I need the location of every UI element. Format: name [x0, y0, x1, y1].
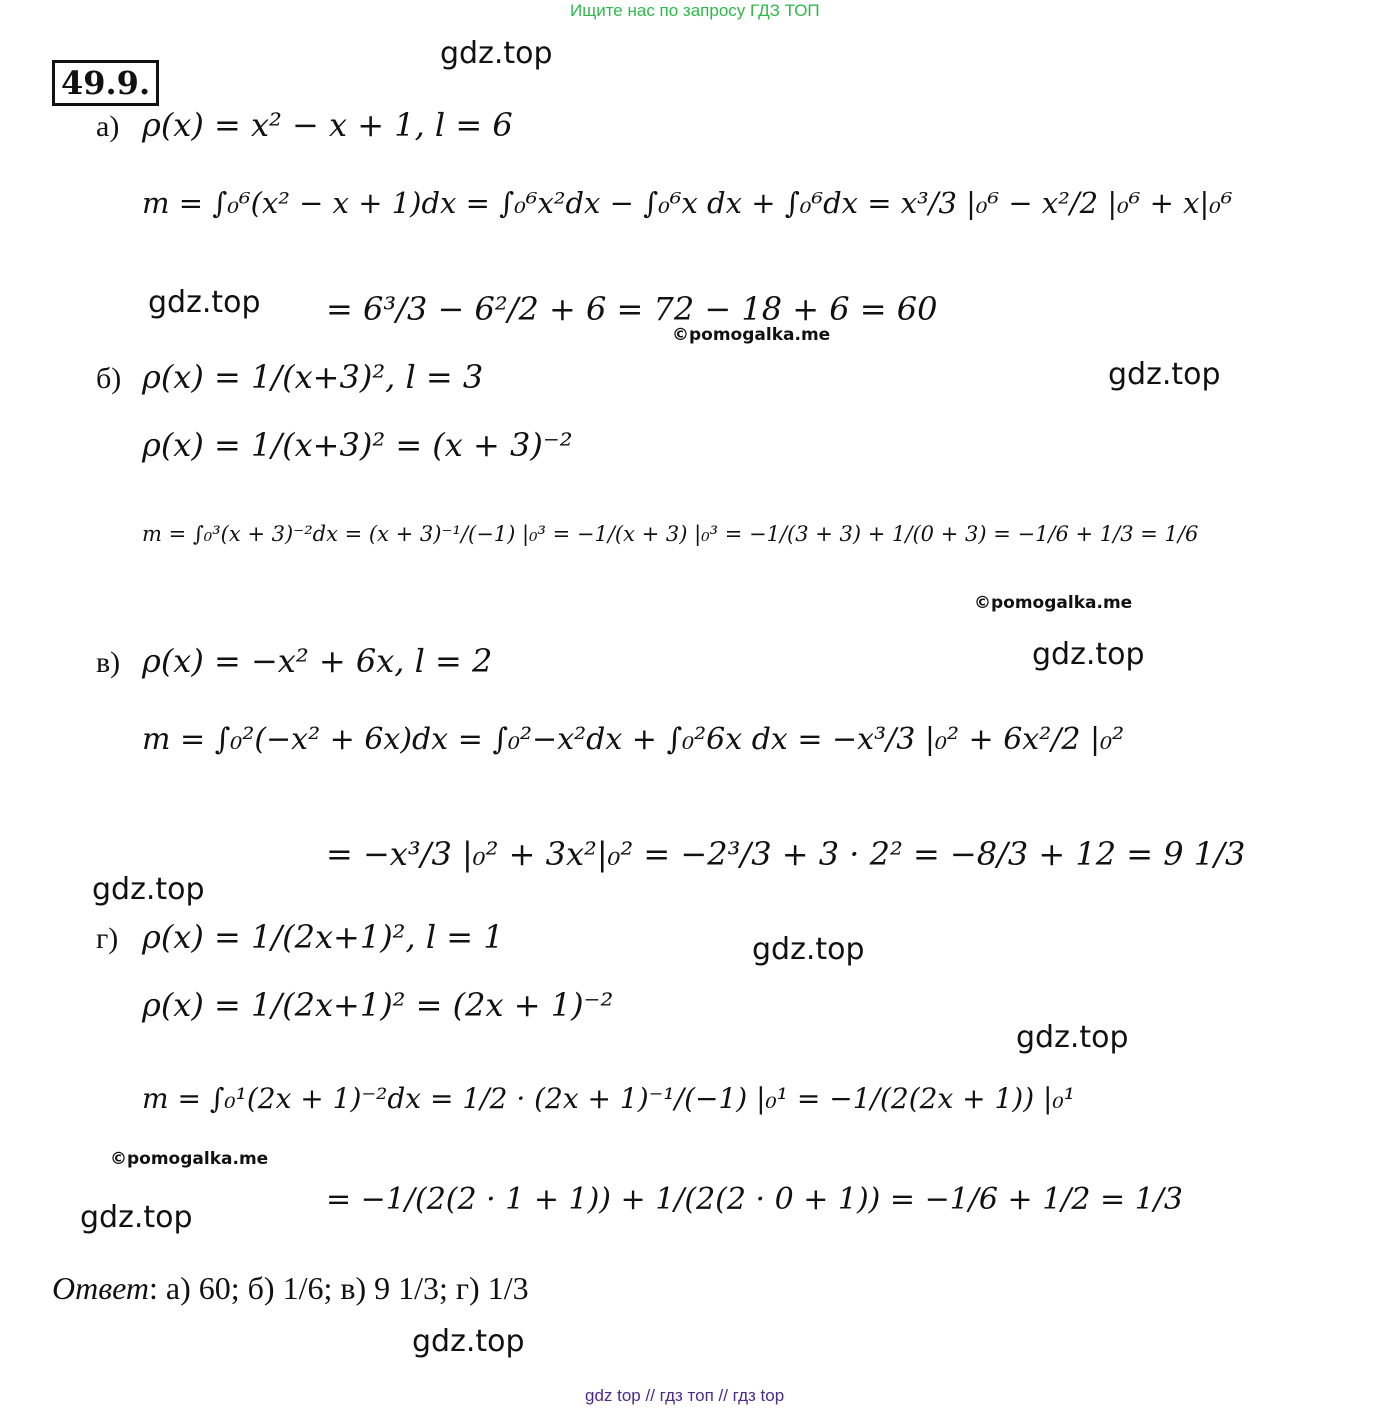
- part-b-given: ρ(x) = 1/(x+3)², l = 3: [142, 358, 484, 396]
- part-a-integral: m = ∫₀⁶(x² − x + 1)dx = ∫₀⁶x²dx − ∫₀⁶x dx + ∫₀⁶dx = x³/3 |₀⁶ − x²/2 |₀⁶ + x|₀⁶: [142, 186, 1233, 220]
- answer-label: Ответ: [52, 1270, 149, 1306]
- footer-links[interactable]: gdz top // гдз топ // гдз top: [585, 1386, 785, 1405]
- part-v-integral: m = ∫₀²(−x² + 6x)dx = ∫₀²−x²dx + ∫₀²6x dx = −x³/3 |₀² + 6x²/2 |₀²: [142, 722, 1125, 757]
- part-a-result: = 6³/3 − 6²/2 + 6 = 72 − 18 + 6 = 60: [326, 290, 938, 328]
- part-g-density: ρ(x) = 1/(2x+1)² = (2x + 1)⁻²: [142, 986, 614, 1024]
- part-v-result: = −x³/3 |₀² + 3x²|₀² = −2³/3 + 3 · 2² = −8/3 + 12 = 9 1/3: [326, 835, 1246, 873]
- watermark-gdz-top: gdz.top: [1016, 1020, 1129, 1055]
- part-v-given: ρ(x) = −x² + 6x, l = 2: [142, 642, 493, 680]
- problem-number: 49.9.: [52, 60, 159, 106]
- part-a-given: ρ(x) = x² − x + 1, l = 6: [142, 106, 513, 144]
- watermark-gdz-top: gdz.top: [440, 36, 553, 71]
- watermark-gdz-top: gdz.top: [752, 932, 865, 967]
- part-g-integral: m = ∫₀¹(2x + 1)⁻²dx = 1/2 · (2x + 1)⁻¹/(−1) |₀¹ = −1/(2(2x + 1)) |₀¹: [142, 1082, 1075, 1115]
- part-g-label: г): [96, 922, 119, 955]
- watermark-gdz-top: gdz.top: [1108, 357, 1221, 392]
- watermark-gdz-top: gdz.top: [412, 1324, 525, 1359]
- top-banner[interactable]: Ищите нас по запросу ГДЗ ТОП: [570, 1, 820, 20]
- part-a-label: а): [96, 110, 120, 143]
- watermark-pomogalka: ©pomogalka.me: [110, 1149, 269, 1169]
- part-v-label: в): [96, 646, 121, 679]
- answer-values: : а) 60; б) 1/6; в) 9 1/3; г) 1/3: [149, 1270, 529, 1306]
- part-b-density: ρ(x) = 1/(x+3)² = (x + 3)⁻²: [142, 426, 573, 464]
- watermark-gdz-top: gdz.top: [148, 285, 261, 320]
- watermark-pomogalka: ©pomogalka.me: [974, 593, 1133, 613]
- watermark-gdz-top: gdz.top: [92, 872, 205, 907]
- watermark-gdz-top: gdz.top: [80, 1200, 193, 1235]
- part-b-integral: m = ∫₀³(x + 3)⁻²dx = (x + 3)⁻¹/(−1) |₀³ = −1/(x + 3) |₀³ = −1/(3 + 3) + 1/(0 + 3) = −1/6 + 1/3 = 1/6: [142, 522, 1199, 546]
- part-b-label: б): [96, 362, 122, 395]
- part-g-result: = −1/(2(2 · 1 + 1)) + 1/(2(2 · 0 + 1)) = −1/6 + 1/2 = 1/3: [326, 1182, 1183, 1217]
- part-g-given: ρ(x) = 1/(2x+1)², l = 1: [142, 918, 504, 956]
- answer-line: [52, 1270, 529, 1307]
- watermark-pomogalka: ©pomogalka.me: [672, 325, 831, 345]
- watermark-gdz-top: gdz.top: [1032, 637, 1145, 672]
